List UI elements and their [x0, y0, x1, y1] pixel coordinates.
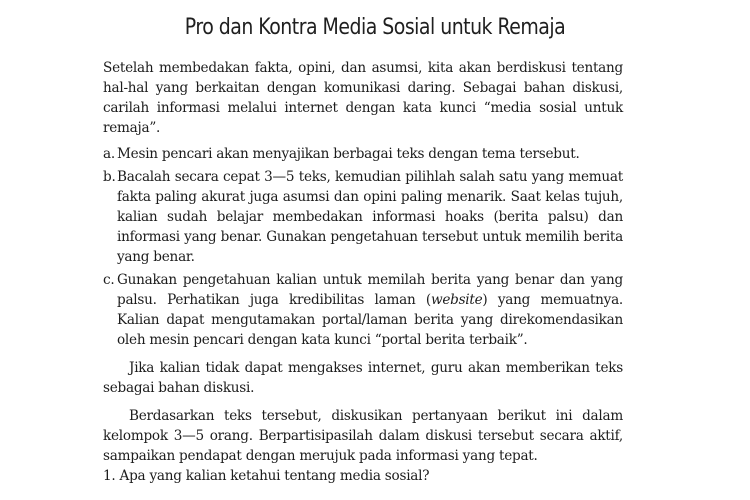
list-marker: a.: [103, 146, 115, 162]
intro-paragraph: Setelah membedakan fakta, opini, dan asumsi, kita akan berdiskusi tentang hal-hal yang berkaitan dengan komunikasi daring. Sebagai bahan diskusi, carilah informasi melalui internet dengan kata kunci “media sosial untuk remaja”.: [103, 60, 623, 136]
document-body: [103, 58, 623, 486]
question-item: 1. Apa yang kalian ketahui tentang media sosial?: [103, 468, 430, 484]
list-item-text-after: ) yang memuatnya. Kalian dapat mengutamakan portal/laman berita yang direkomendasikan oleh mesin pencari dengan kata kunci “portal berita terbaik”.: [117, 292, 623, 348]
internet-paragraph: Jika kalian tidak dapat mengakses internet, guru akan memberikan teks sebagai bahan diskusi.: [103, 360, 623, 396]
list-item-text: Bacalah secara cepat 3—5 teks, kemudian pilihlah salah satu yang memuat fakta paling akurat juga asumsi dan opini paling menarik. Saat kelas tujuh, kalian sudah belajar membedakan informasi hoaks (berita palsu) dan informasi yang benar. Gunakan pengetahuan tersebut untuk memilih berita yang benar.: [117, 169, 623, 265]
list-item-italic: website: [430, 292, 483, 308]
list-item-text-before: Gunakan pengetahuan kalian untuk memilah berita yang benar dan yang palsu. Perhatikan juga kredibilitas laman (: [117, 272, 623, 308]
list-item-b: [103, 167, 623, 267]
discussion-paragraph: Berdasarkan teks tersebut, diskusikan pertanyaan berikut ini dalam kelompok 3—5 orang. Berpartisipasilah dalam diskusi tersebut secara aktif, sampaikan pendapat dengan merujuk pada informasi yang tepat.: [103, 408, 623, 464]
page-title: Pro dan Kontra Media Sosial untuk Remaja: [184, 15, 566, 40]
list-item-text: Mesin pencari akan menyajikan berbagai teks dengan tema tersebut.: [117, 146, 580, 162]
list-item-a: [103, 144, 623, 164]
list-item-c: [103, 270, 623, 350]
list-marker: c.: [103, 272, 115, 288]
list-marker: b.: [103, 169, 116, 185]
